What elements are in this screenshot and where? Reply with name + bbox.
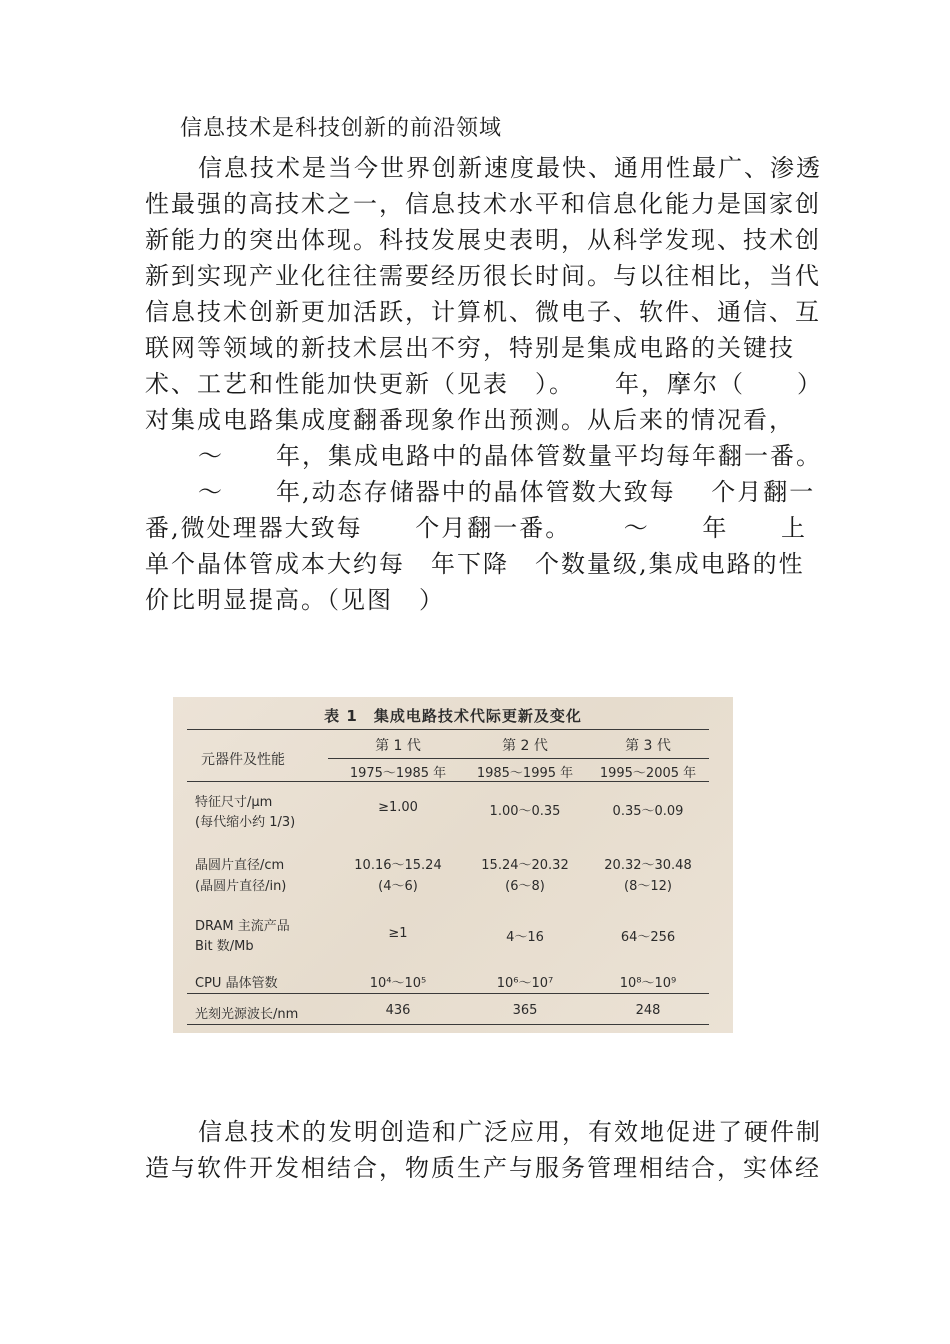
section-heading: 信息技术是科技创新的前沿领域 — [180, 116, 503, 141]
table-row-label: CPU 晶体管数 — [195, 976, 278, 991]
table-cell: (6～8) — [505, 879, 545, 894]
table-row-label: 光刻光源波长/nm — [195, 1007, 299, 1022]
body-paragraph-2 — [145, 1114, 822, 1186]
text-segment: 个月翻一番。 — [415, 514, 572, 542]
text-segment: 番,微处理器大致每 — [145, 514, 363, 542]
table-row-sublabel: (晶圆片直径/in) — [195, 879, 287, 894]
text-line: ～ 年，集成电路中的晶体管数量平均每年翻一番。 — [198, 442, 822, 470]
text-line: 联网等领域的新技术层出不穷，特别是集成电路的关键技 — [145, 334, 795, 362]
table-cell: 15.24～20.32 — [481, 858, 569, 873]
table-cell: ≥1 — [388, 926, 408, 941]
body-paragraph-1 — [145, 150, 823, 618]
table-cell: ≥1.00 — [378, 800, 418, 815]
table-years-header: 1995～2005 年 — [599, 766, 697, 781]
table-caption: 表 1 集成电路技术代际更新及变化 — [324, 707, 582, 725]
table-cell: 0.35～0.09 — [612, 804, 684, 819]
table-cell: 248 — [635, 1003, 661, 1018]
text-line: 造与软件开发相结合，物质生产与服务管理相结合，实体经 — [145, 1154, 821, 1182]
table-row-rule — [187, 993, 709, 994]
text-line: 新能力的突出体现。科技发展史表明，从科学发现、技术创 — [145, 226, 821, 254]
table-cell: 365 — [512, 1003, 538, 1018]
table-cell: 10⁶～10⁷ — [496, 976, 554, 991]
table-row-label: 特征尺寸/μm — [195, 795, 273, 810]
table-top-rule — [187, 729, 709, 730]
text-segment: 上 — [780, 514, 807, 542]
text-line-justified — [145, 510, 807, 546]
table-bottom-rule — [187, 1024, 709, 1025]
table-cell: (8～12) — [624, 879, 672, 894]
table-cell: (4～6) — [378, 879, 418, 894]
table-cell: 10.16～15.24 — [354, 858, 442, 873]
table-cell: 10⁸～10⁹ — [619, 976, 677, 991]
table-years-header: 1985～1995 年 — [476, 766, 574, 781]
text-line: 新到实现产业化往往需要经历很长时间。与以往相比，当代 — [145, 262, 821, 290]
text-line: 价比明显提高。（见图 ） — [145, 586, 445, 614]
text-segment: ～ — [623, 514, 650, 542]
table-corner-header: 元器件及性能 — [201, 752, 285, 768]
table-cell: 20.32～30.48 — [604, 858, 692, 873]
text-line: 术、工艺和性能加快更新（见表 ）。 年，摩尔（ ） — [145, 370, 823, 398]
table-mid-rule — [328, 758, 709, 759]
table-years-header: 1975～1985 年 — [349, 766, 447, 781]
table-1-image — [173, 697, 733, 1033]
table-gen-header: 第 3 代 — [625, 738, 671, 754]
text-line: ～ 年,动态存储器中的晶体管数大致每 个月翻一 — [198, 478, 816, 506]
table-row-sublabel: (每代缩小约 1/3) — [195, 815, 296, 830]
table-gen-header: 第 2 代 — [502, 738, 548, 754]
text-line: 性最强的高技术之一，信息技术水平和信息化能力是国家创 — [145, 190, 821, 218]
table-header-rule — [187, 781, 709, 782]
table-cell: 64～256 — [620, 930, 676, 945]
text-line: 信息技术是当今世界创新速度最快、通用性最广、渗透 — [198, 154, 822, 182]
text-line: 信息技术创新更加活跃，计算机、微电子、软件、通信、互 — [145, 298, 821, 326]
text-segment: 年 — [702, 514, 729, 542]
table-row-label: DRAM 主流产品 — [195, 919, 290, 934]
table-row-sublabel: Bit 数/Mb — [195, 939, 254, 954]
table-cell: 10⁴～10⁵ — [369, 976, 427, 991]
table-cell: 436 — [385, 1003, 411, 1018]
table-gen-header: 第 1 代 — [375, 738, 421, 754]
table-cell: 1.00～0.35 — [489, 804, 561, 819]
text-line: 对集成电路集成度翻番现象作出预测。从后来的情况看， — [145, 406, 795, 434]
table-row-label: 晶圆片直径/cm — [195, 858, 285, 873]
text-line: 信息技术的发明创造和广泛应用，有效地促进了硬件制 — [198, 1118, 822, 1146]
table-cell: 4～16 — [506, 930, 544, 945]
text-line: 单个晶体管成本大约每 年下降 个数量级,集成电路的性 — [145, 550, 805, 578]
